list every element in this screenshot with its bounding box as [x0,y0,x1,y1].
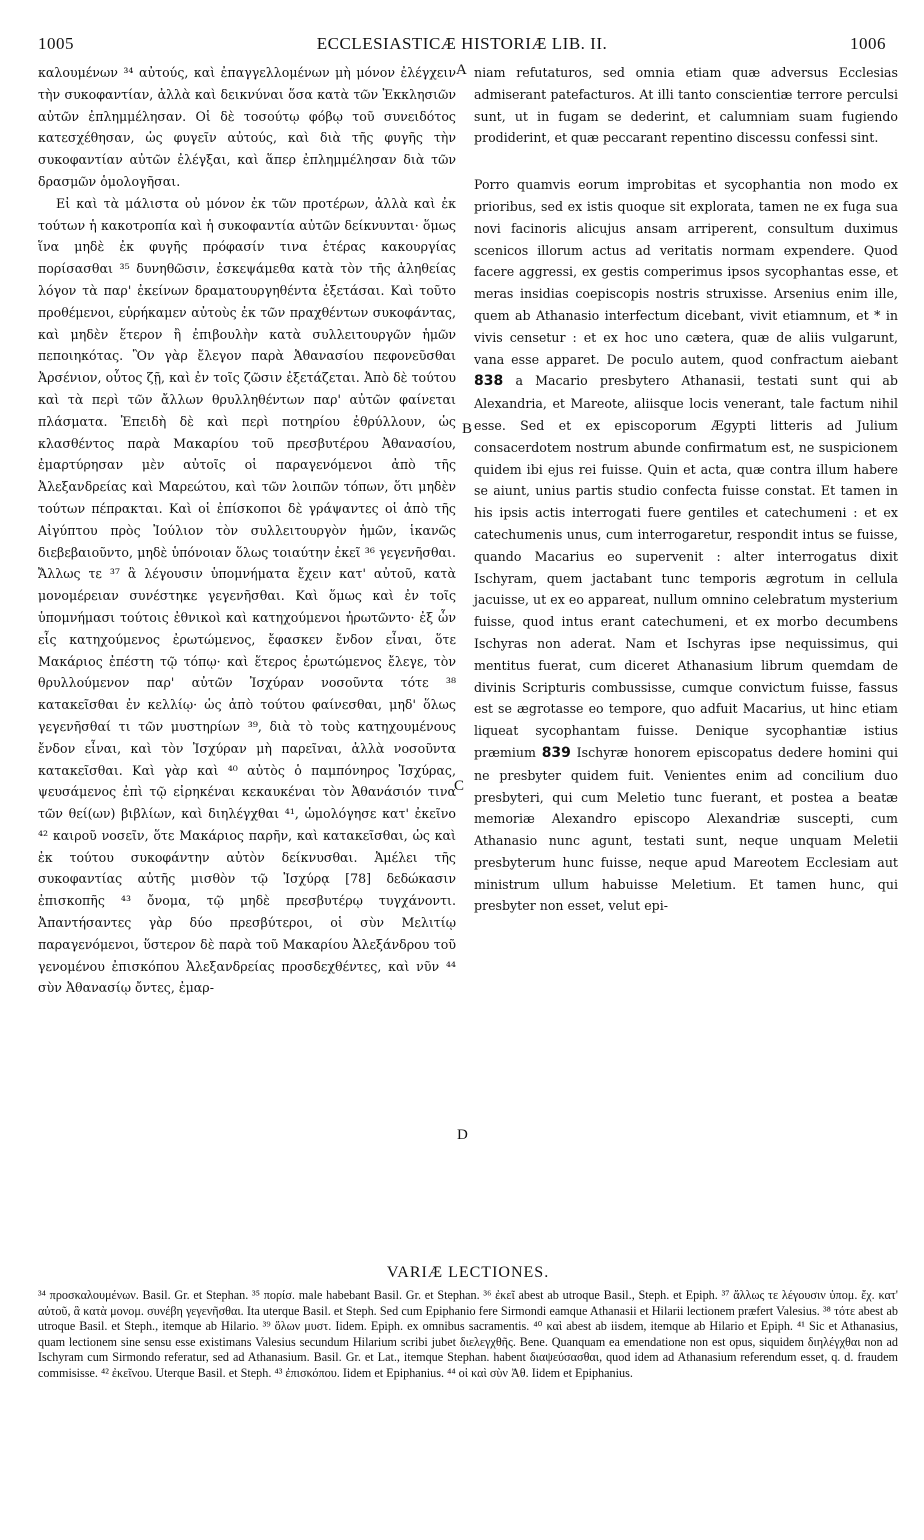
variae-title: VARIÆ LECTIONES. [386,1264,550,1281]
greek-column [38,62,456,999]
latin-paragraph-2 [474,174,898,917]
running-title: ECCLESIASTICÆ HISTORIÆ LIB. II. [316,34,608,53]
text-columns [38,62,898,1446]
section-marker-a: A [456,62,467,78]
variae-lectiones [38,1264,898,1382]
variae-text: ³⁴ προσκαλουμένων. Basil. Gr. et Stephan. ³⁵ πορίσ. male habebant Basil. Gr. et Stephan. ³⁶ ἐκεῖ abest ab utroque Basil., Steph. et Epiph. ³⁷ ἄλλως τε λέγουσιν ὑπομ. ἔχ. κατ' αὐτοῦ, ἃ κατὰ μονομ. συνέβη γεγενῆσθαι. Ita uterque Basil. et Steph. Sed cum Epiphanio fere Sirmondi eamque Athanasii et Hilarii lectionem præfert Valesius. ³⁸ τότε abest ab utroque Basil. et Steph., itemque ab Hilario. ³⁹ ὅλων μυστ. Iidem. Epiph. ex omnibus sacramentis. ⁴⁰ καὶ abest ab iisdem, itemque ab Hilario et Epiph. ⁴¹ Sic et Athanasius, quam lectionem sine sensu esse existimans Valesius secundum Hilarium scribi jubet διελεγχθῆς. Bene. Quanquam ea emendatione non est opus, siquidem διηλέγχθαι non ad Ischyram cum Sirmondo referatur, sed ad Athanasium. Basil. Gr. et Lat., itemque Stephan. habent διαψεύσασθαι, quod idem ad Athanasium referendum esset, q. d. fraudem commisisse. ⁴² ἐκεῖνου. Uterque Basil. et Steph. ⁴³ ἐπισκόπου. Iidem et Epiphanius. ⁴⁴ οἱ καὶ σὺν Ἀθ. Iidem et Epiphanius. [38,1288,898,1380]
section-marker-b: B [462,421,473,437]
column-number-838: 838 [474,373,504,390]
latin-column [474,62,898,917]
latin-text-part-a: Porro quamvis eorum improbitas et sycophantia non modo ex prioribus, sed ex istis quoque sit explorata, tamen ne ex fuga sua novi facinoris alicujus ansam arriperent, consultum duximus scenicos illorum actus ad veritatis normam expendere. Quod facere aggressi, ex gestis comperimus ipsos sycophantas esse, et meras insidias coepiscopis nostris struxisse. Arsenius enim ille, quem ab Athanasio interfectum dicebant, vivit etiamnum, et * in vivis censetur : et ex hoc uno cætera, quæ de aliis vulgarunt, vana esse apparet. De poculo autem, quod confractum aiebant [474,177,898,367]
greek-paragraph-2: Εἰ καὶ τὰ μάλιστα οὐ μόνον ἐκ τῶν προτέρων, ἀλλὰ καὶ ἐκ τούτων ἡ κακοτροπία καὶ ἡ συκοφαντία αὐτῶν δείκνυνται· ὅμως ἵνα μηδὲ ἐκ φυγῆς πρόφασίν τινα ἑτέρας κακουργίας πορίσασθαι ³⁵ δυνηθῶσιν, ἐσκεψάμεθα κατὰ τὸν τῆς ἀληθείας λόγον τὰ παρ' ἐκείνων δραματουργηθέντα ἐξετάσαι. Καὶ τοῦτο προθέμενοι, εὑρήκαμεν αὐτοὺς ἐκ τῶν πραχθέντων συκοφάντας, καὶ μηδὲν ἕτερον ἢ ἐπιβουλὴν κατὰ συλλειτουργῶν ἡμῶν πεποιηκότας. Ὃν γὰρ ἔλεγον παρὰ Ἀθανασίου πεφονεῦσθαι Ἀρσένιον, οὗτος ζῇ, καὶ ἐν τοῖς ζῶσιν ἐξετάζεται. Ἀπὸ δὲ τούτου καὶ τὰ περὶ τῶν ἄλλων θρυλληθέντων παρ' αὐτῶν φαίνεται πλάσματα. Ἐπειδὴ δὲ καὶ περὶ ποτηρίου ἐθρύλλουν, ὡς κλασθέντος παρὰ Μακαρίου τοῦ πρεσβυτέρου Ἀθανασίου, ἐμαρτύρησαν μὲν αὐτοῖς οἱ παραγενόμενοι ἀπὸ τῆς Ἀλεξανδρείας καὶ Μαρεώτου, καὶ τῶν λοιπῶν τόπων, ὅτι μηδὲν τούτων πέπρακται. Καὶ οἱ ἐπίσκοποι δὲ γράψαντες οἱ ἀπὸ τῆς Αἰγύπτου πρὸς Ἰούλιον τὸν συλλειτουργὸν ἡμῶν, ἱκανῶς διεβεβαιοῦντο, μηδὲ ὑπόνοιαν ὅλως τοιαύτην ἐκεῖ ³⁶ γεγενῆσθαι. Ἄλλως τε ³⁷ ἃ λέγουσιν ὑπομνήματα ἔχειν κατ' αὐτοῦ, κατὰ μονομέρειαν συνέστηκε γεγενῆσθαι. Καὶ ὅμως καὶ ἐν τοῖς ὑπομνήμασι τούτοις ἐθνικοὶ καὶ κατηχούμενοι ἠρωτῶντο· ἐξ ὧν εἷς κατηχούμενος ἐρωτώμενος, ἔφασκεν ἔνδον εἶναι, ὅτε Μακάριος ἐπέστη τῷ τόπῳ· καὶ ἕτερος ἐρωτώμενος ἔλεγε, τὸν θρυλλούμενον παρ' αὐτῶν Ἰσχύραν νοσοῦντα τότε ³⁸ κατακεῖσθαι ἐν κελλίῳ· ὡς ἀπὸ τούτου φαίνεσθαι, μηδ' ὅλως γεγενῆσθαί τι τῶν μυστηρίων ³⁹, διὰ τὸ τοὺς κατηχουμένους ἔνδον εἶναι, καὶ τὸν Ἰσχύραν μὴ παρεῖναι, ἀλλὰ νοσοῦντα κατακεῖσθαι. Καὶ γὰρ καὶ ⁴⁰ αὐτὸς ὁ παμπόνηρος Ἰσχύρας, ψευσάμενος ἐπὶ τῷ εἰρηκέναι κεκαυκέναι τὸν Ἀθανάσιόν τινα τῶν θεί(ων) βιβλίων, καὶ διηλέγχθαι ⁴¹, ὡμολόγησε κατ' ἐκεῖνο ⁴² καιροῦ νοσεῖν, ὅτε Μακάριος παρῆν, καὶ κατακεῖσθαι, ὡς καὶ ἐκ τούτου συκοφάντην αὐτὸν δείκνυσθαι. Ἀμέλει τῆς συκοφαντίας αὐτῆς μισθὸν τῷ Ἰσχύρᾳ [78] δεδώκασιν ἐπισκοπῆς ⁴³ ὄνομα, τῷ μηδὲ πρεσβυτέρῳ τυγχάνοντι. Ἀπαντήσαντες γὰρ δύο πρεσβύτεροι, οἱ σὺν Μελιτίῳ παραγενόμενοι, ὕστερον δὲ παρὰ τοῦ Μακαρίου Ἀλεξάνδρου τοῦ γενομένου ἐπισκόπου Ἀλεξανδρείας προσδεχθέντες, καὶ νῦν ⁴⁴ σὺν Ἀθανασίῳ ὄντες, ἐμαρ- [38,195,456,996]
page-number-right: 1006 [850,34,886,53]
latin-text-part-c: Ischyræ honorem episcopatus dedere homini qui ne presbyter quidem fuit. Venientes enim ad concilium duo presbyteri, qui cum Meletio tunc fuerant, et postea a beatæ memoriæ Alexandro episcopo Alexandriæ suscepti, cum Athanasio nunc agunt, testati sunt, neque unquam Meletii presbyterum hunc fuisse, neque apud Mareotem Ecclesiam aut ministrum ullum habuisse Meletium. Et tamen hunc, qui presbyter non esset, velut epi- [474,744,898,914]
latin-text-part-b: a Macario presbytero Athanasii, testati sunt qui ab Alexandria, et Mareote, aliisque locis venerant, tale factum nihil esse. Sed et ex episcoporum Ægypti litteris ad Julium consacerdotem nostrum abunde confirmatum est, ne suspicionem quidem ibi ejus rei fuisse. Quin et acta, quæ contra illum habere se aiunt, unius partis studio confecta fuisse constat. Et tamen in his ipsis actis interrogati fuere gentiles et catechumeni : et ex catechumenis unus, cum interrogaretur, respondit intus se fuisse, quando Macarius eo supervenit : alter interrogatus dixit Ischyram, quem jactabant tunc temporis ægrotum in cellula jacuisse, ut ex eo appareat, nullum omnino celebratum mysterium fuisse, quod intus erant catechumeni, et ex morbo decumbens Ischyras non aderat. Nam et Ischyras ipse nequissimus, qui mentitus fuerat, cum diceret Athanasium librum quemdam de divinis Scripturis combussisse, cumque convictum fuisse, fassus est se ægrotasse eo tempore, quo adfuit Macarius, ut hinc etiam liqueat sycophantam fuisse. Denique sycophantiæ istius præmium [474,373,898,760]
latin-paragraph-1: niam refutaturos, sed omnia etiam quæ adversus Ecclesias admiserant patefacturos. At illi tanto conscientiæ terrore perculsi sunt, ut in fugam se dederint, et calumniam suam fugiendo prodiderint, et quæ peccarant repentino discessu confessi sint. [474,65,898,146]
page-number-left: 1005 [38,34,74,53]
column-number-839: 839 [541,744,571,761]
greek-paragraph-1: καλουμένων ³⁴ αὐτούς, καὶ ἐπαγγελλομένων μὴ μόνον ἐλέγχειν τὴν συκοφαντίαν, ἀλλὰ καὶ δεικνύναι ὅσα κατὰ τῶν Ἐκκλησιῶν αὐτῶν ἐπλημμέλησαν. Οἱ δὲ τοσούτῳ φόβῳ τοῦ συνειδότος κατεσχέθησαν, ὡς φυγεῖν αὐτούς, καὶ διὰ τῆς φυγῆς τὴν συκοφαντίαν αὐτῶν ἐλέγξαι, καὶ ἅπερ ἐπλημμέλησαν διὰ τῶν δρασμῶν ὁμολογῆσαι. [38,65,456,189]
page-header [38,34,886,58]
section-marker-c: C [454,778,465,794]
section-marker-d: D [457,1127,468,1143]
